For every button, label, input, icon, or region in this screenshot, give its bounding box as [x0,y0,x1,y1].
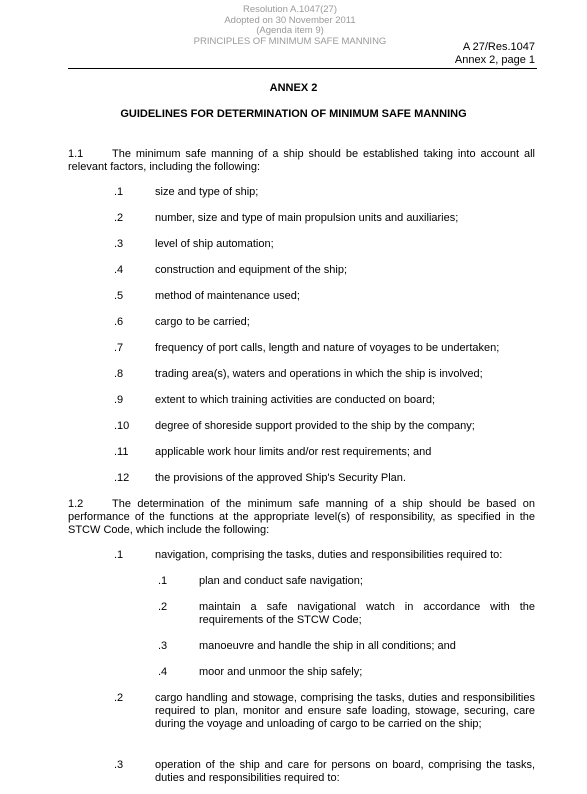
item-number: .1 [114,186,124,198]
item-number: .2 [114,212,124,224]
agenda-item: (Agenda item 9) [256,25,324,36]
item-text: method of maintenance used; [155,290,300,302]
paragraph-1-1 [68,148,535,174]
item-text: degree of shoreside support provided to the ship by the company; [155,420,475,432]
annex-title: ANNEX 2 [269,82,318,94]
item-text: operation of the ship and care for persons on board, comprising the tasks, duties and responsibilities required to: [155,759,535,784]
item-text: frequency of port calls, length and nature of voyages to be undertaken; [155,342,500,354]
header-divider [68,68,537,69]
item-number: .9 [114,394,124,406]
item-number: .7 [114,342,124,354]
paragraph-text: The minimum safe manning of a ship should be established taking into account all relevant factors, including the following: [68,148,535,173]
sub-item-number: .1 [158,575,168,587]
item-text: construction and equipment of the ship; [155,264,348,276]
item-text: cargo to be carried; [155,316,250,328]
item-number: .3 [114,759,124,771]
item-number: .12 [114,472,130,484]
principles-title: PRINCIPLES OF MINIMUM SAFE MANNING [193,35,387,47]
item-number: .1 [114,549,124,561]
item-text: number, size and type of main propulsion units and auxiliaries; [155,212,459,224]
item-number: .6 [114,316,124,328]
sub-item-text: moor and unmoor the ship safely; [199,666,363,678]
item-number: .5 [114,290,124,302]
adoption-date: Adopted on 30 November 2011 [224,14,356,26]
sub-item-text: maintain a safe navigational watch in accordance with the requirements of the STCW Code; [199,601,535,626]
resolution-number: Resolution A.1047(27) [242,4,337,15]
item-text: level of ship automation; [155,238,274,250]
document-reference: A 27/Res.1047 [462,41,535,53]
header-block [170,5,410,47]
item-text: applicable work hour limits and/or rest requirements; and [155,446,432,458]
item-number: .11 [114,446,129,458]
paragraph-1-2 [68,498,535,537]
item-text: size and type of ship; [155,186,259,198]
item-text: the provisions of the approved Ship's Security Plan. [155,472,406,484]
item-number: .2 [114,692,124,704]
sub-item-text: manoeuvre and handle the ship in all conditions; and [199,640,456,652]
item-text: trading area(s), waters and operations in which the ship is involved; [155,368,483,380]
item-text: extent to which training activities are conducted on board; [155,394,436,406]
paragraph-number: 1.2 [68,498,84,510]
item-number: .8 [114,368,124,380]
paragraph-text: The determination of the minimum safe manning of a ship should be based on performance of the functions at the appropriate level(s) of responsibility, as specified in the STCW Code, which include the following: [68,498,535,536]
item-number: .3 [114,238,124,250]
page-number: Annex 2, page 1 [454,54,535,66]
item-text: cargo handling and stowage, comprising the tasks, duties and responsibilities required to plan, monitor and ensure safe loading, stowage, securing, care during the voyage and unloading of cargo to be carried on the ship; [155,692,535,730]
sub-item-text: plan and conduct safe navigation; [199,575,363,587]
item-number: .4 [114,264,124,276]
sub-item-number: .3 [158,640,168,652]
item-text: navigation, comprising the tasks, duties and responsibilities required to: [155,549,503,561]
item-number: .10 [114,420,130,432]
page-reference [455,41,535,67]
sub-item-number: .2 [158,601,168,613]
sub-item-number: .4 [158,666,168,678]
paragraph-number: 1.1 [68,148,84,160]
annex-subtitle: GUIDELINES FOR DETERMINATION OF MINIMUM SAFE MANNING [120,108,467,120]
